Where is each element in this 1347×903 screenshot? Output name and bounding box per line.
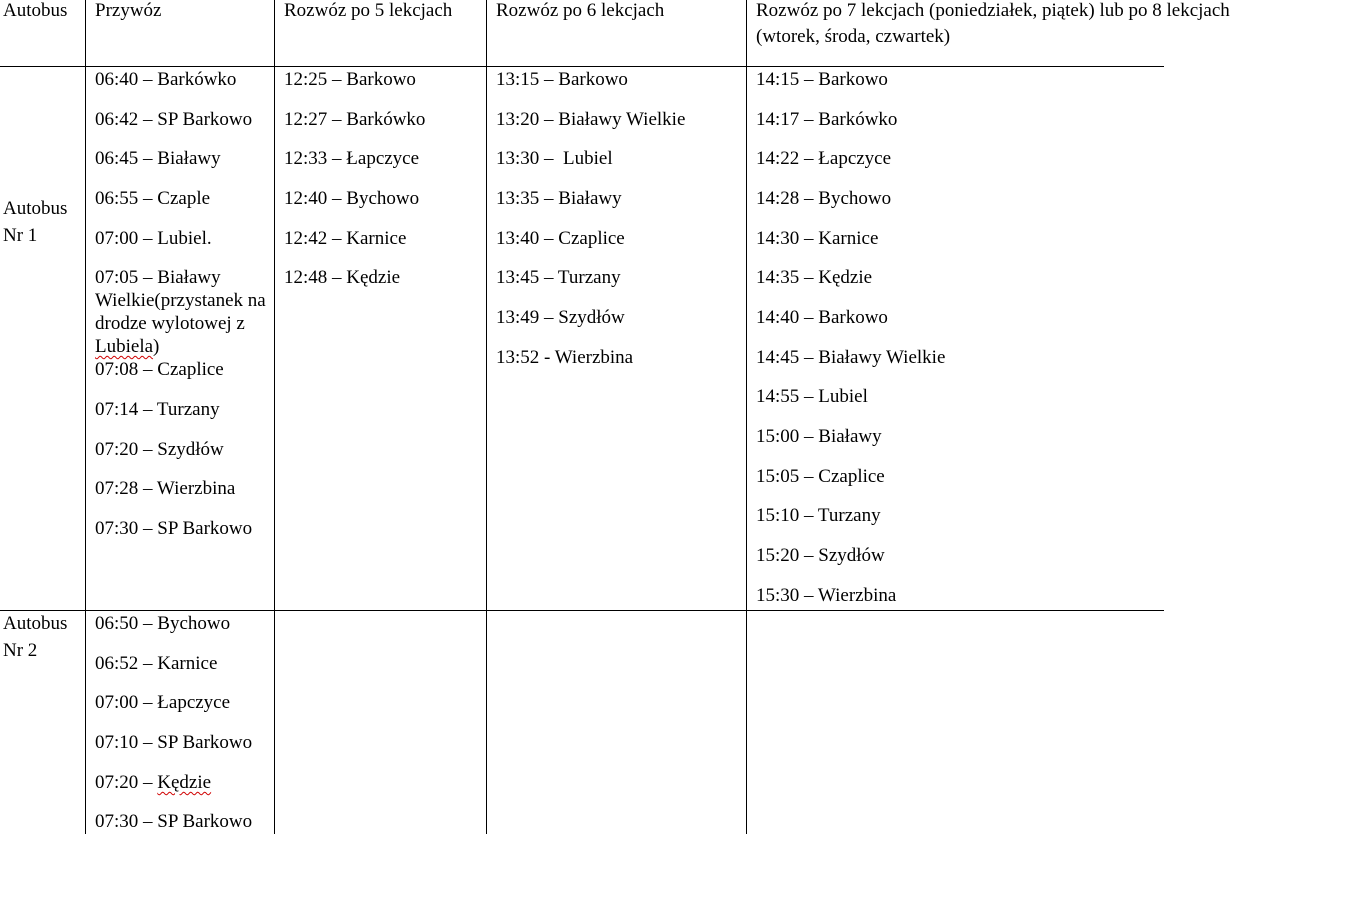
wrapped-prefix: 07:05 – Białawy Wielkie(przystanek na drodze wylotowej z — [95, 267, 266, 334]
list-item: 07:30 – SP Barkowo — [95, 518, 253, 539]
list-item: 06:45 – Białawy — [95, 148, 221, 169]
list-item: 07:30 – SP Barkowo — [95, 811, 253, 832]
list-item: 14:55 – Lubiel — [756, 386, 868, 407]
header-after78-line2: (wtorek, środa, czwartek) — [756, 26, 951, 47]
list-item: 14:15 – Barkowo — [756, 69, 888, 90]
list-item: 07:00 – Lubiel. — [95, 228, 212, 249]
list-item: 12:33 – Łapczyce — [284, 148, 420, 169]
list-item: 12:48 – Kędzie — [284, 267, 401, 288]
list-item: 07:00 – Łapczyce — [95, 692, 231, 713]
list-item: 13:40 – Czaplice — [496, 228, 625, 249]
header-after5: Rozwóz po 5 lekcjach — [284, 0, 453, 21]
list-item: 14:17 – Barkówko — [756, 109, 898, 130]
list-item — [95, 771, 211, 794]
list-item: 07:28 – Wierzbina — [95, 478, 236, 499]
list-item: 13:35 – Białawy — [496, 188, 622, 209]
header-bottom-border — [0, 66, 1164, 67]
header-bus: Autobus — [3, 0, 68, 21]
list-item: 07:10 – SP Barkowo — [95, 732, 253, 753]
list-item: 15:10 – Turzany — [756, 505, 881, 526]
list-item: 12:25 – Barkowo — [284, 69, 416, 90]
time-prefix: 07:20 – — [95, 772, 158, 793]
row1-bottom-border — [0, 610, 1164, 611]
list-item: 06:52 – Karnice — [95, 653, 218, 674]
header-after78-line1: Rozwóz po 7 lekcjach (poniedziałek, piątek) lub po 8 lekcjach — [756, 0, 1230, 21]
list-item: 14:45 – Białawy Wielkie — [756, 347, 946, 368]
list-item: 13:45 – Turzany — [496, 267, 621, 288]
bus2-label-line2: Nr 2 — [3, 640, 38, 661]
list-item: 13:15 – Barkowo — [496, 69, 628, 90]
col-divider-3 — [486, 0, 487, 834]
list-item: 13:30 – Lubiel — [496, 148, 613, 169]
list-item: 15:00 – Białawy — [756, 426, 882, 447]
list-item: 07:14 – Turzany — [95, 399, 220, 420]
list-item: 15:20 – Szydłów — [756, 545, 885, 566]
list-item: 06:55 – Czaple — [95, 188, 211, 209]
list-item: 15:05 – Czaplice — [756, 466, 885, 487]
spellcheck-word: Kędzie — [157, 772, 212, 793]
header-morning: Przywóz — [95, 0, 162, 21]
spellcheck-word: Lubiela — [95, 336, 154, 357]
list-item: 13:20 – Białawy Wielkie — [496, 109, 686, 130]
bus1-label-line2: Nr 1 — [3, 225, 38, 246]
list-item: 14:30 – Karnice — [756, 228, 879, 249]
header-after6: Rozwóz po 6 lekcjach — [496, 0, 665, 21]
list-item: 14:28 – Bychowo — [756, 188, 892, 209]
list-item: 07:08 – Czaplice — [95, 359, 224, 380]
list-item: 13:49 – Szydłów — [496, 307, 625, 328]
list-item: 15:30 – Wierzbina — [756, 585, 897, 606]
list-item: 13:52 - Wierzbina — [496, 347, 634, 368]
bus1-label-line1: Autobus — [3, 198, 68, 219]
list-item-wrapped — [95, 266, 269, 358]
bus2-label-line1: Autobus — [3, 613, 68, 634]
list-item: 07:20 – Szydłów — [95, 439, 224, 460]
list-item: 14:22 – Łapczyce — [756, 148, 892, 169]
list-item: 12:40 – Bychowo — [284, 188, 420, 209]
col-divider-1 — [85, 0, 86, 834]
list-item: 12:42 – Karnice — [284, 228, 407, 249]
list-item: 12:27 – Barkówko — [284, 109, 426, 130]
list-item: 14:40 – Barkowo — [756, 307, 888, 328]
list-item: 14:35 – Kędzie — [756, 267, 873, 288]
col-divider-2 — [274, 0, 275, 834]
col-divider-4 — [746, 0, 747, 834]
wrapped-suffix: ) — [153, 336, 160, 357]
list-item: 06:40 – Barkówko — [95, 69, 237, 90]
list-item: 06:42 – SP Barkowo — [95, 109, 253, 130]
list-item: 06:50 – Bychowo — [95, 613, 231, 634]
